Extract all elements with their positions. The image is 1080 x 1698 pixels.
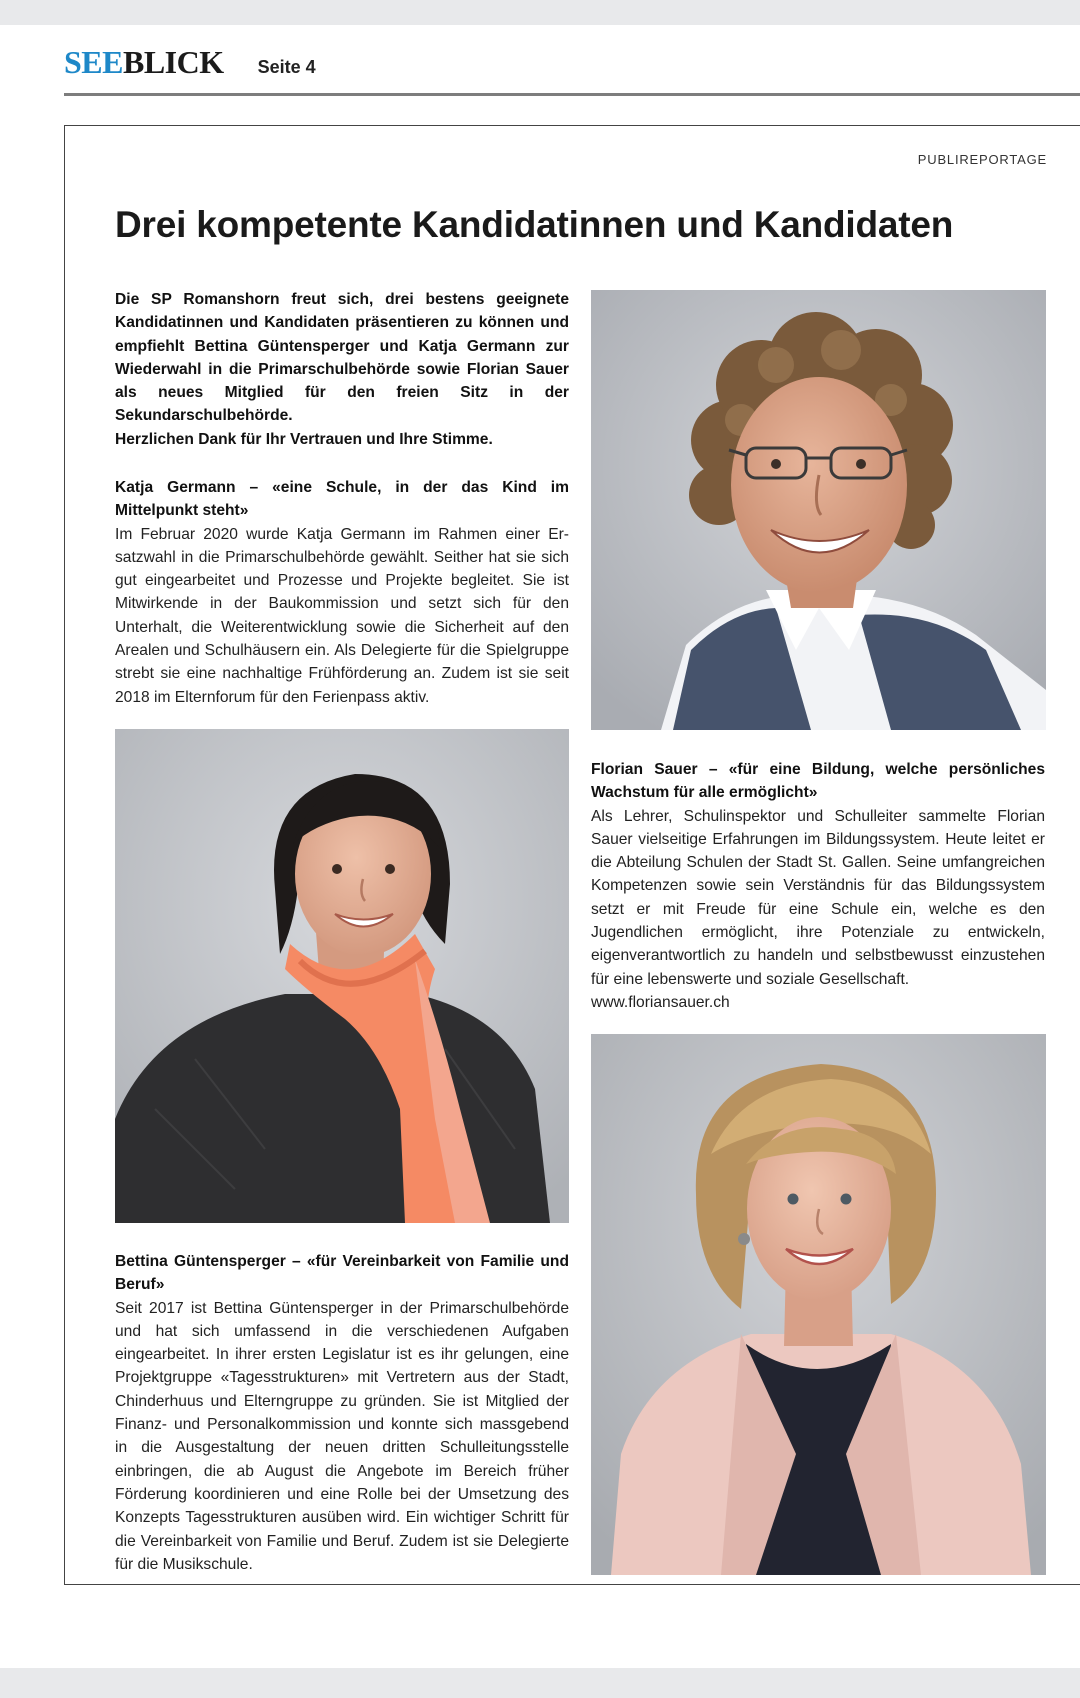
- section-heading-bettina: Bettina Güntensperger – «für Vereinbarkeit von Familie und Beruf»: [115, 1253, 569, 1294]
- section-bettina: [115, 1250, 569, 1576]
- florian-website-link[interactable]: www.floriansauer.ch: [591, 993, 730, 1011]
- masthead: [64, 46, 316, 78]
- section-florian: [591, 758, 1045, 1014]
- portrait-photo-florian: [591, 290, 1046, 730]
- kicker-label: PUBLIREPORTAGE: [917, 152, 1047, 167]
- portrait-man-icon: [591, 290, 1046, 730]
- thanks-text: Herzlichen Dank für Ihr Vertrauen und Ihre Stimme.: [115, 430, 493, 448]
- section-body-bettina: Seit 2017 ist Bettina Güntensperger in der Primarschulbehörde und hat sich umfassend in die verschiedenen Aufgaben eingearbeitet. In ihrer ersten Legislatur ist es ihr gelungen, eine Projektgruppe «Tagesstrukturen» mit Vertretern aus der Stadt, Chinderhuus und Elterngruppe zu gründen. Sie ist Mitglied der Finanz- und Personalkommission und konnte sich massgebend in die Ausgestaltung der neuen dritten Schulleitungsstelle einbringen, die ab August die Angebote im Bereich früher Förderung koordinieren und eine Rolle bei der Umsetzung des Konzepts Tagesstrukturen ausüben wird. Ein wichtiger Schritt für die Vereinbarkeit von Familie und Beruf. Zudem ist sie Delegierte für die Musikschule.: [115, 1299, 569, 1573]
- logo-accent: EE: [81, 44, 123, 80]
- portrait-photo-bettina: [591, 1034, 1046, 1575]
- logo-rest: BLICK: [122, 44, 224, 80]
- section-heading-florian: Florian Sauer – «für eine Bildung, welche persönliches Wachstum für alle ermöglicht»: [591, 761, 1045, 802]
- seeblick-logo: [64, 46, 224, 78]
- logo-initial: S: [64, 44, 82, 80]
- section-body-florian: Als Lehrer, Schulinspektor und Schulleiter sammelte Florian Sauer vielseitige Erfahrungen im Bildungssystem. Heute leitet er die Abteilung Schulen der Stadt St. Gallen. Seine umfangreichen Kompetenzen sowie sein Verständnis für das Bildungssystem setzt er mit Freude für eine Schule ein, welche es den Jugendlichen ermöglicht, ihre Potenziale zu entwickeln, eigenverantwortlich zu handeln und selbstbewusst einzustehen für eine lebenswerte und soziale Gesellschaft.: [591, 807, 1045, 988]
- section-heading-katja: Katja Germann – «eine Schule, in der das Kind im Mittelpunkt steht»: [115, 479, 569, 520]
- lead-paragraph: [115, 288, 569, 451]
- portrait-woman-icon: [115, 729, 569, 1223]
- section-katja: [115, 476, 569, 709]
- section-body-katja: Im Februar 2020 wurde Katja Germann im Rahmen einer Ersatzwahl in die Primarschulbehörde gewählt. Seither hat sie sich gut eingearbeitet und Prozesse und Projekte begleitet. Sie ist Mitwirkende in der Baukommission und setzt sich für den Unterhalt, die Weiterentwicklung sowie die Sicherheit auf den Arealen und Schulhäusern ein. Als Delegierte für die Spielgruppe strebt sie eine nachhaltige Frühförderung an. Zudem ist sie seit 2018 im Elternforum für den Ferienpass aktiv.: [115, 525, 569, 706]
- page-number: Seite 4: [257, 57, 316, 77]
- header-rule: [64, 93, 1080, 96]
- portrait-photo-katja: [115, 729, 569, 1223]
- lead-text: Die SP Romanshorn freut sich, drei bestens geeignete Kandidatinnen und Kandidaten präsentieren zu können und empfiehlt Bettina Güntensperger und Katja Germann zur Wiederwahl in die Primarschulbehörde sowie Florian Sauer als neues Mitglied für den freien Sitz in der Sekundarschulbehörde.: [115, 291, 569, 425]
- article-headline: Drei kompetente Kandidatinnen und Kandidaten: [115, 204, 954, 245]
- portrait-woman-blonde-icon: [591, 1034, 1046, 1575]
